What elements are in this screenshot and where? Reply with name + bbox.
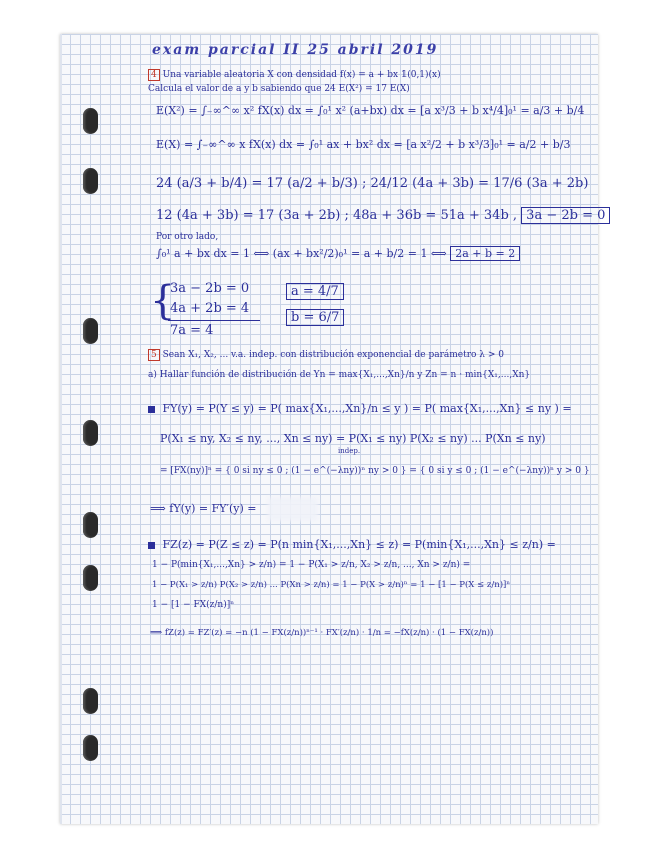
cdf-z-line: 1 − P(min{X₁,...,Xn} > z/n) = 1 − P(X₁ > z/n, X₂ > z/n, ..., Xn > z/n) = — [152, 560, 471, 570]
boxed-result: 3a − 2b = 0 — [521, 207, 610, 224]
problem-5-statement — [148, 350, 504, 360]
equation-line — [156, 208, 610, 223]
cdf-y-piecewise: = [FX(ny)]ⁿ = { 0 si ny ≤ 0 ; (1 − e^(−λny))ⁿ ny > 0 } = { 0 si y ≤ 0 ; (1 − e^(−λny))ⁿ y > 0 } — [160, 466, 590, 476]
system-sum: 7a = 4 — [170, 323, 214, 338]
binder-hole — [83, 168, 98, 194]
solution-b — [286, 310, 344, 325]
cdf-y-line: P(X₁ ≤ ny, X₂ ≤ ny, ..., Xn ≤ ny) = P(X₁ ≤ ny) P(X₂ ≤ ny) ... P(Xn ≤ ny) — [160, 432, 546, 445]
binder-hole — [83, 735, 98, 761]
boxed-result: 2a + b = 2 — [450, 246, 520, 261]
statement-line: Una variable aleatoria X con densidad f(x) = a + bx 𝟙(0,1)(x) — [162, 70, 441, 80]
cdf-y-line — [148, 402, 572, 415]
transition-text: Por otro lado, — [156, 232, 219, 242]
cdf-z-line: 1 − [1 − FX(z/n)]ⁿ — [152, 600, 235, 610]
density-y-line: ⟹ fY(y) = FY′(y) = — [150, 502, 257, 515]
statement-line: a) Hallar función de distribución de Yn = max{X₁,...,Xn}/n y Zn = n · min{X₁,...,Xn} — [148, 370, 531, 380]
density-z-line: ⟹ fZ(z) = FZ′(z) = −n (1 − FX(z/n))ⁿ⁻¹ · FX′(z/n) · 1/n = −fX(z/n) · (1 − FX(z/n)) — [150, 628, 494, 638]
erased-area — [268, 497, 318, 521]
binder-hole — [83, 420, 98, 446]
equation-text: 12 (4a + 3b) = 17 (3a + 2b) ; 48a + 36b = 51a + 34b , — [156, 208, 518, 223]
expectation-x: E(X) = ∫₋∞^∞ x fX(x) dx = ∫₀¹ ax + bx² dx = [a x²/2 + b x³/3]₀¹ = a/2 + b/3 — [156, 138, 571, 151]
boxed-result: a = 4/7 — [286, 283, 344, 300]
normalization-line — [156, 247, 520, 260]
binder-hole — [83, 318, 98, 344]
page-title: exam parcial II 25 abril 2019 — [152, 42, 439, 58]
problem-number: 5 — [148, 349, 160, 361]
page-margin — [60, 34, 598, 824]
statement-line: Calcula el valor de a y b sabiendo que 24 E(X²) = 17 E(X) — [148, 84, 410, 94]
problem-4-statement — [148, 70, 441, 80]
bullet-icon — [148, 542, 155, 549]
equation-line: 24 (a/3 + b/4) = 17 (a/2 + b/3) ; 24/12 (4a + 3b) = 17/6 (3a + 2b) — [156, 176, 589, 191]
equation-text: ∫₀¹ a + bx dx = 1 ⟺ (ax + bx²/2)₀¹ = a + b/2 = 1 ⟺ — [156, 247, 447, 260]
equation-text: FZ(z) = P(Z ≤ z) = P(n min{X₁,...,Xn} ≤ z) = P(min{X₁,...,Xn} ≤ z/n) = — [162, 538, 556, 551]
expectation-x2: E(X²) = ∫₋∞^∞ x² fX(x) dx = ∫₀¹ x² (a+bx) dx = [a x³/3 + b x⁴/4]₀¹ = a/3 + b/4 — [156, 104, 585, 117]
indep-note: indep. — [338, 447, 361, 455]
cdf-z-line: 1 − P(X₁ > z/n) P(X₂ > z/n) ... P(Xn > z/n) = 1 − P(X > z/n)ⁿ = 1 − [1 − P(X ≤ z/n)]ⁿ — [152, 580, 511, 590]
bullet-icon — [148, 406, 155, 413]
system-equation: 4a + 2b = 4 — [170, 301, 250, 316]
problem-number: 4 — [148, 69, 160, 81]
cdf-z-line — [148, 538, 556, 551]
binder-hole — [83, 688, 98, 714]
solution-a — [286, 284, 344, 299]
equation-text: FY(y) = P(Y ≤ y) = P( max{X₁,...,Xn}/n ≤ y ) = P( max{X₁,...,Xn} ≤ ny ) = — [162, 402, 572, 415]
binder-hole — [83, 565, 98, 591]
sum-rule — [168, 320, 260, 321]
boxed-result: b = 6/7 — [286, 309, 344, 326]
system-equation: 3a − 2b = 0 — [170, 281, 250, 296]
binder-hole — [83, 512, 98, 538]
statement-line: Sean X₁, X₂, ... v.a. indep. con distribución exponencial de parámetro λ > 0 — [162, 350, 504, 360]
binder-hole — [83, 108, 98, 134]
system-brace: { — [150, 278, 176, 324]
